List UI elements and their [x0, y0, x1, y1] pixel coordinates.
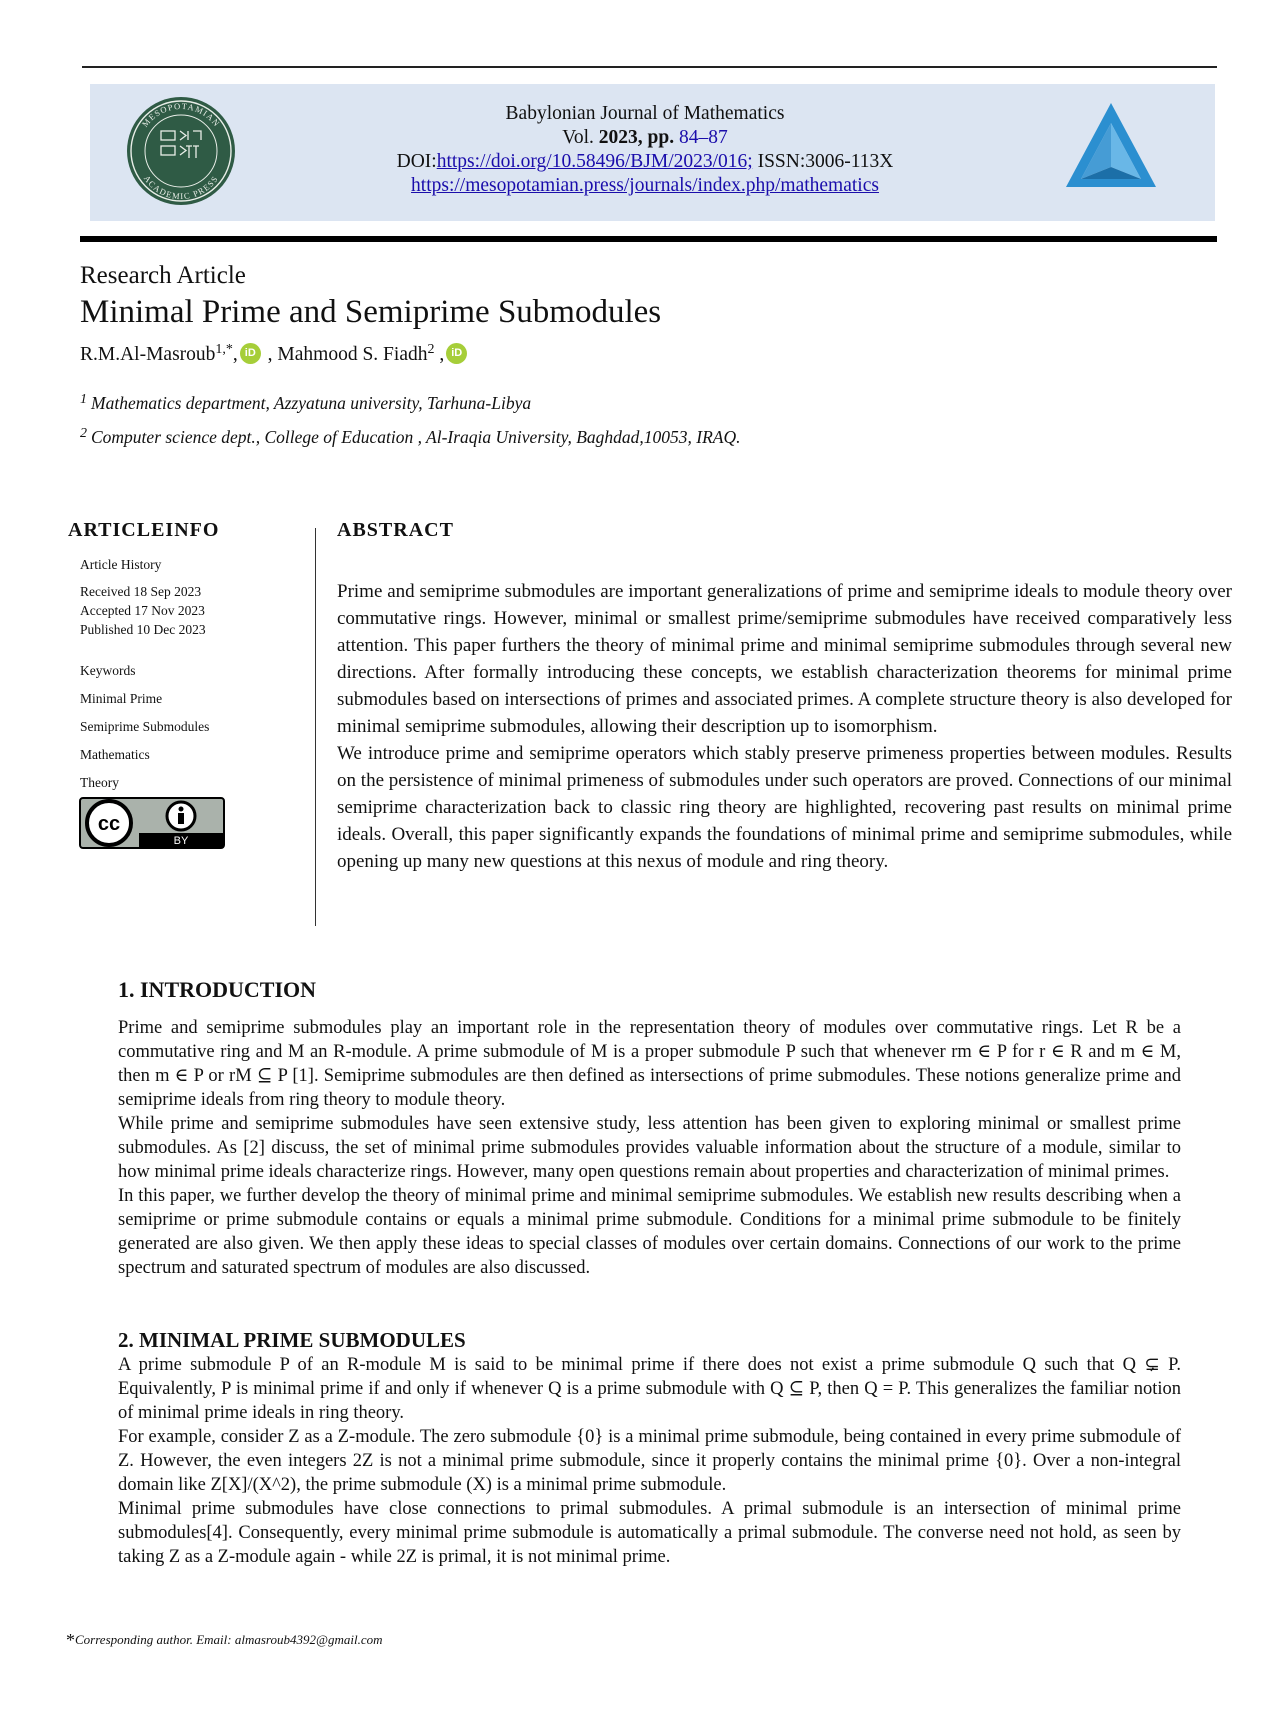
paragraph: Prime and semiprime submodules play an important role in the representation theory of modules over commutative rings. Let R be a commutative ring and M an R-module. A prime submodule of M is a proper submodule P such that whenever rm ∈ P for r ∈ R and m ∈ M, then m ∈ P or rM ⊆ P [1]. Semiprime submodules are then defined as intersections of prime submodules. These notions generalize prime and semiprime ideals from ring theory to module theory. — [118, 1018, 1181, 1110]
abstract-body — [337, 578, 1232, 875]
top-rule — [82, 66, 1217, 68]
column-divider — [315, 528, 316, 926]
keyword: Mathematics — [80, 747, 150, 762]
journal-name: Babylonian Journal of Mathematics — [505, 103, 785, 124]
article-info-heading: ARTICLEINFO — [68, 519, 220, 541]
article-title: Minimal Prime and Semiprime Submodules — [80, 294, 662, 330]
page-range: 84–87 — [678, 127, 728, 148]
article-dates — [80, 582, 206, 639]
affiliation: $^1$ Mathematics department, Azzyatuna university, Tarhuna-Libya — [80, 392, 532, 413]
abstract-heading: ABSTRACT — [337, 519, 454, 541]
corresponding-author-footnote: *Corresponding author. Email: almasroub4392@gmail.com — [66, 1630, 383, 1650]
issn: ISSN:3006-113X — [757, 151, 894, 172]
journal-pyramid-logo — [1063, 101, 1160, 193]
keyword-list — [80, 657, 209, 797]
paragraph: Minimal prime submodules have close connections to primal submodules. A primal submodule is an intersection of minimal prime submodules[4]. Consequently, every minimal prime submodule is automatically a primal submodule. The converse need not hold, as seen by taking Z as a Z-module again - while 2Z is primal, it is not minimal prime. — [118, 1499, 1181, 1567]
orcid-icon[interactable]: iD — [446, 343, 467, 364]
doi-line: DOI:https://doi.org/10.58496/BJM/2023/016; ISSN:3006-113X — [396, 151, 894, 172]
orcid-icon[interactable]: iD — [240, 343, 261, 364]
published-date: Published 10 Dec 2023 — [80, 622, 206, 637]
journal-site-link[interactable]: https://mesopotamian.press/journals/index.php/mathematics — [411, 175, 879, 196]
abstract-paragraph: We introduce prime and semiprime operators which stably preserve primeness properties between modules. Results on the persistence of minimal primeness of submodules under such operators are proved. Connections of our minimal semiprime characterization back to classic ring theory are highlighted, recovering past results on minimal prime ideals. Overall, this paper significantly expands the foundations of minimal prime and semiprime submodules, while opening up many new questions at this nexus of module and ring theory. — [337, 743, 1232, 872]
svg-text:MESOPOTAMIAN: MESOPOTAMIAN — [139, 100, 223, 129]
minimal-prime-body — [118, 1353, 1181, 1569]
section-heading-introduction: 1. INTRODUCTION — [118, 977, 317, 1002]
author-name: , Mahmood S. Fiadh — [267, 344, 428, 365]
journal-citation — [300, 102, 990, 198]
paragraph: In this paper, we further develop the theory of minimal prime and minimal semiprime submodules. We establish new results describing when a semiprime or prime submodule contains or equals a minimal prime submodule. Conditions for a minimal prime submodule to be finitely generated are also given. We then apply these ideas to special classes of modules over certain domains. Connections of our work to the prime spectrum and saturated spectrum of modules are also discussed. — [118, 1186, 1181, 1278]
journal-volume: Vol. 2023, pp. 84–87 — [562, 127, 728, 148]
abstract-paragraph: Prime and semiprime submodules are important generalizations of prime and semiprime ideals to module theory over commutative rings. However, minimal or smallest prime/semiprime submodules have received comparatively less attention. This paper furthers the theory of minimal prime and minimal semiprime submodules through several new directions. After formally introducing these concepts, we establish characterization theorems for minimal prime submodules based on intersections of primes and associated primes. A complete structure theory is also developed for minimal semiprime submodules, allowing their description up to isomorphism. — [337, 581, 1232, 737]
cc-by-license-badge[interactable] — [79, 797, 225, 849]
keyword: Minimal Prime — [80, 691, 163, 706]
header-divider — [80, 236, 1217, 242]
affiliation: $^2$ Computer science dept., College of Education , Al-Iraqia University, Baghdad,10053, IRAQ. — [80, 426, 741, 447]
mesopotamian-press-seal-logo — [125, 95, 237, 207]
introduction-body — [118, 1016, 1181, 1280]
paragraph: For example, consider Z as a Z-module. The zero submodule {0} is a minimal prime submodule, being contained in every prime submodule of Z. However, the even integers 2Z is not a minimal prime submodule, since it properly contains the minimal prime {0}. Over a non-integral domain like Z[X]/(X^2), the prime submodule (X) is a minimal prime submodule. — [118, 1427, 1181, 1495]
accepted-date: Accepted 17 Nov 2023 — [80, 603, 205, 618]
history-label: Article History — [80, 557, 162, 572]
svg-text:BY: BY — [173, 835, 189, 847]
paragraph: While prime and semiprime submodules have seen extensive study, less attention has been given to exploring minimal or smallest prime submodules. As [2] discuss, the set of minimal prime submodules provides valuable information about the structure of a module, similar to how minimal prime ideals characterize rings. However, many open questions remain about properties and characterization of minimal primes. — [118, 1114, 1181, 1182]
author-name: R.M.Al-Masroub — [80, 344, 216, 365]
section-heading-minimal-prime: 2. MINIMAL PRIME SUBMODULES — [118, 1328, 466, 1352]
keyword: Semiprime Submodules — [80, 719, 210, 734]
keywords-label: Keywords — [80, 663, 136, 678]
paragraph: A prime submodule P of an R-module M is said to be minimal prime if there does not exist a prime submodule Q such that Q ⊊ P. Equivalently, P is minimal prime if and only if whenever Q is a prime submodule with Q ⊆ P, then Q = P. This generalizes the familiar notion of minimal prime ideals in ring theory. — [118, 1355, 1181, 1423]
svg-text:cc: cc — [97, 813, 121, 835]
doi-link[interactable]: https://doi.org/10.58496/BJM/2023/016; — [436, 151, 753, 172]
keyword: Theory — [80, 775, 119, 790]
author-list: R.M.Al-Masroub$^{1,*}$, iD , Mahmood S. Fiadh$^2$ , iD — [80, 342, 469, 366]
article-type: Research Article — [80, 262, 246, 289]
svg-text:ACADEMIC PRESS: ACADEMIC PRESS — [141, 173, 221, 202]
received-date: Received 18 Sep 2023 — [80, 584, 202, 599]
